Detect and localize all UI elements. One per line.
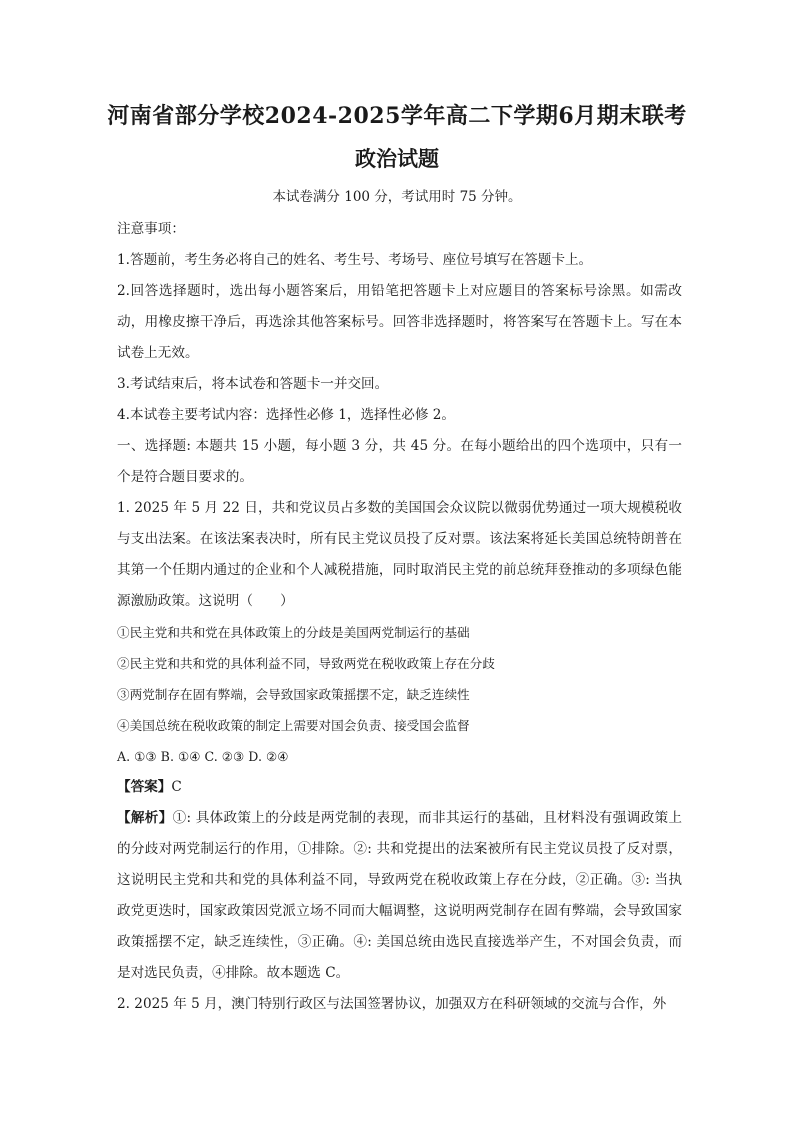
question-choices: A. ①③ B. ①④ C. ②③ D. ②④ [117,749,289,764]
answer-label: 【答案】 [117,779,172,795]
analysis-label: 【解析】 [117,810,173,826]
document-body [117,214,682,1020]
note-item: 2.回答选择题时，选出每小题答案后，用铅笔把答题卡上对应题目的答案标号涂黑。如需改动，用橡皮擦干净后，再选涂其他答案标号。回答非选择题时，将答案写在答题卡上。写在本试卷上无效。 [117,283,682,361]
note-item: 3.考试结束后，将本试卷和答题卡一并交回。 [117,376,389,392]
question-stem: 1. 2025 年 5 月 22 日，共和党议员占多数的美国国会众议院以微弱优势通过一项大规模税收与支出法案。在该法案表决时，所有民主党议员投了反对票。该法案将延长美国总统特朗普在其第一个任期内通过的企业和个人减税措施，同时取消民主党的前总统拜登推动的多项绿色能源激励政策。这说明（ ） [117,500,682,609]
analysis-paragraph [117,803,682,989]
exam-meta: 本试卷满分 100 分，考试用时 75 分钟。 [272,189,522,205]
analysis-text: ①: 具体政策上的分歧是两党制的表现，而非其运行的基础，且材料没有强调政策上的分歧对两党制运行的作用，①排除。②: 共和党提出的法案被所有民主党议员投了反对票，这说明民主党和共和党的具体利益不同，导致两党在税收政策上存在分歧，②正确。③: 当执政党更迭时，国家政策因党派立场不同而大幅调整，这说明两党制存在固有弊端，会导致国家政策摇摆不定，缺乏连续性，③正确。④: 美国总统由选民直接选举产生，不对国会负责，而是对选民负责，④排除。故本题选 C。 [117,810,682,981]
answer-value: C [171,779,182,795]
notes-heading: 注意事项： [117,221,185,237]
section-heading: 一、选择题: 本题共 15 小题，每小题 3 分，共 45 分。在每小题给出的四个选项中，只有一个是符合题目要求的。 [117,438,682,485]
page-subtitle: 政治试题 [355,146,439,171]
question-option: ②民主党和共和党的具体利益不同，导致两党在税收政策上存在分歧 [117,656,495,671]
question-option: ④美国总统在税收政策的制定上需要对国会负责、接受国会监督 [117,718,470,733]
question-option: ③两党制存在固有弊端，会导致国家政策摇摆不定，缺乏连续性 [117,687,470,702]
question-stem: 2. 2025 年 5 月，澳门特别行政区与法国签署协议，加强双方在科研领域的交流与合作，外 [117,996,667,1012]
page-title: 河南省部分学校2024-2025学年高二下学期6月期末联考 [107,103,687,129]
note-item: 4.本试卷主要考试内容：选择性必修 1，选择性必修 2。 [117,407,455,423]
question-option: ①民主党和共和党在具体政策上的分歧是美国两党制运行的基础 [117,625,470,640]
answer-line [117,772,682,803]
note-item: 1.答题前，考生务必将自己的姓名、考生号、考场号、座位号填写在答题卡上。 [117,252,593,268]
